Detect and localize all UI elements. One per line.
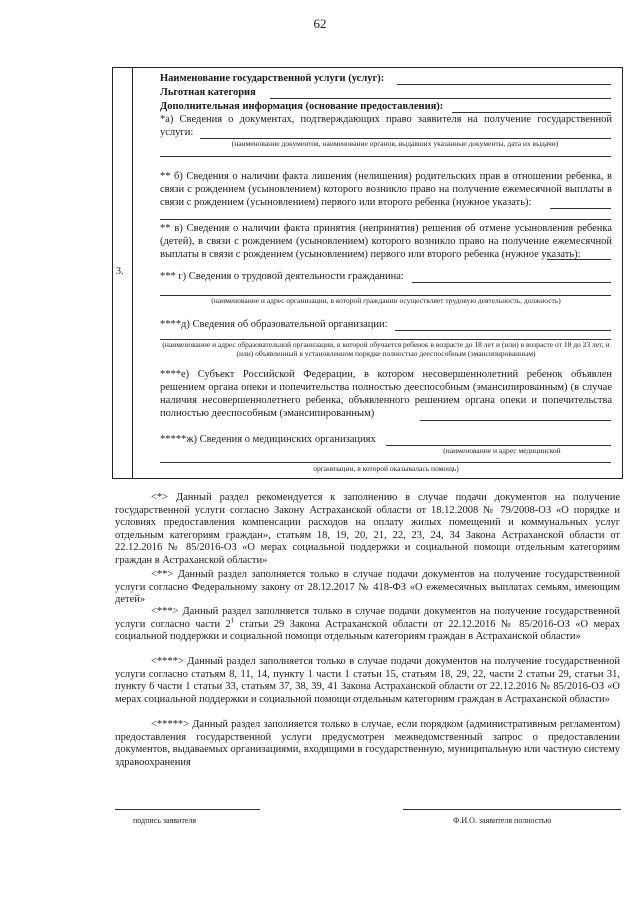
footnote-3-text-a: <***> Данный раздел заполняется только в случае подачи документов на получение государственной услуги согласно части 2 (115, 606, 620, 630)
item-d-line[interactable] (395, 330, 611, 331)
item-a-text: *а) Сведения о документах, подтверждающих право заявителя на получение государственной услуги: (160, 114, 612, 138)
item-v-line[interactable] (547, 259, 611, 260)
signature-caption: подпись заявителя (133, 816, 197, 825)
item-a-caption: (наименование документов, наименование органов, выдавших указанные документы, дата их выдачи) (231, 139, 559, 148)
service-name-label: Наименование государственной услуги (услуг): (160, 73, 385, 84)
item-g-text: *** г) Сведения о трудовой деятельности гражданина: (160, 271, 404, 282)
service-name-line[interactable] (397, 84, 611, 85)
footnote-3-text-b: статьи 29 Закона Астраханской области от 22.12.2016 № 85/2016-ОЗ «О мерах социальной поддержки и социальной помощи отдельным категориям граждан в Астраханской области» (115, 618, 620, 643)
item-b-text: ** б) Сведения о наличии факта лишения (нелишения) родительских прав в отношении ребенка, в связи с рождением (усыновлением) которого возникло право на получение ежемесячной выплаты в связи с рождением (усыновлением) первого или второго ребенка (нужное указать): (160, 171, 612, 208)
footnote-3-sup: 1 (230, 616, 235, 625)
item-zh-caption-1: (наименование и адрес медицинской (443, 446, 561, 455)
category-label: Льготная категория (160, 87, 256, 98)
item-d-caption: (наименование и адрес образовательной организации, в которой обучается ребенок в возрасте до 18 лет и (или) в возрасте от 18 до 23 лет, и (или) объявленный в установленном порядке полностью дееспособным (эмансипированным) (162, 340, 610, 358)
item-d-text: ****д) Сведения об образовательной организации: (160, 319, 388, 330)
row-number: 3. (116, 266, 124, 277)
footnote-2: <**> Данный раздел заполняется только в случае подачи документов на получение государственной услуги согласно Федеральному закону от 28.12.2017 № 418-ФЗ «О ежемесячных выплатах семьям, имеющим детей» (115, 569, 620, 606)
item-b-line-2[interactable] (160, 219, 611, 220)
item-zh-caption-2: организации, в которой оказывалась помощь) (313, 464, 459, 473)
item-zh-text: *****ж) Сведения о медицинских организациях (160, 434, 376, 445)
item-zh-line-2[interactable] (160, 462, 611, 463)
category-line[interactable] (270, 98, 611, 99)
full-name-caption: Ф.И.О. заявителя полностью (453, 816, 552, 825)
footnote-1: <*> Данный раздел рекомендуется к заполнению в случае подачи документов на получение государственной услуги согласно Закону Астраханской области от 18.12.2008 № 79/2008-ОЗ «О порядке и условиях предоставления компенсации расходов на оплату жилых помещений и коммунальных услуг отдельным категориям граждан», статьям 18, 19, 20, 21, 22, 23, 24, 34 Закона Астраханской области от 22.12.2016 № 85/2016-ОЗ «О мерах социальной поддержки и социальной помощи отдельным категориям граждан в Астраханской области» (115, 492, 620, 566)
additional-info-label: Дополнительная информация (основание предоставления): (160, 101, 444, 112)
item-b-line[interactable] (550, 208, 611, 209)
item-e-line[interactable] (420, 420, 611, 421)
footnote-5: <*****> Данный раздел заполняется только в случае, если порядком (административным регламентом) предоставления государственной услуги предусмотрен межведомственный запрос о предоставлении документов, выдаваемых организациями, входящими в государственную, муниципальную или частную систему здравоохранения (115, 719, 620, 768)
full-name-line[interactable] (403, 809, 621, 810)
item-v-text: ** в) Сведения о наличии факта принятия (непринятия) решения об отмене усыновления ребенка (детей), в связи с рождением (усыновлением) которого возникло право на получение ежемесячной выплаты в связи с рождением (усыновлением) первого или второго ребенка (нужное указать): (160, 223, 612, 260)
footnote-4: <****> Данный раздел заполняется только в случае подачи документов на получение государственной услуги согласно статьям 8, 11, 14, пункту 1 части 1 статьи 15, статьям 18, 29, 22, части 2 статьи 29, статьи 31, пункту 6 части 1 статьи 33, статьям 37, 38, 39, 41 Закона Астраханской области от 22.12.2016 № 85/2016-ОЗ «О мерах социальной поддержки и социальной помощи отдельным категориям граждан в Астраханской области» (115, 656, 620, 705)
footnote-3 (115, 606, 620, 644)
column-separator (132, 67, 133, 479)
item-g-line[interactable] (412, 282, 611, 283)
item-e-text: ****е) Субъект Российской Федерации, в котором несовершеннолетний ребенок объявлен решением органа опеки и попечительства полностью дееспособным (эмансипированным) (в случае наличия несовершеннолетнего ребенка, объявленного решением органа опеки и попечительства полностью дееспособным (эмансипированным) (160, 369, 612, 419)
item-g-caption: (наименование и адрес организации, в которой гражданин осуществляет трудовую деятельность, должность) (211, 296, 561, 305)
signature-line[interactable] (115, 809, 260, 810)
page-number: 62 (313, 16, 327, 31)
item-a-line-2[interactable] (160, 156, 611, 157)
